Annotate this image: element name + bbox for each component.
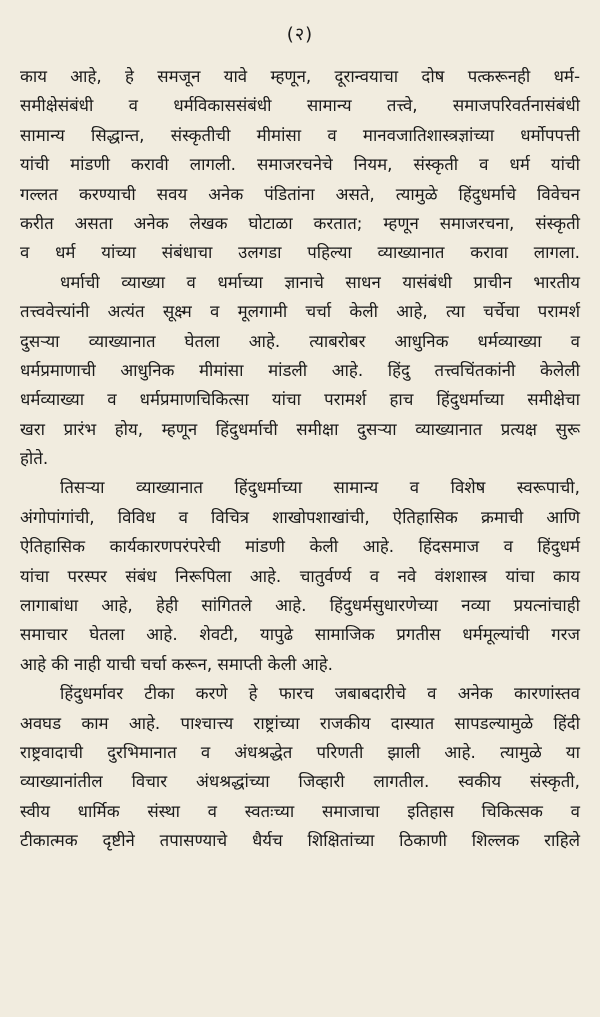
text-line: ऐतिहासिक कार्यकारणपरंपरेची मांडणी केली आहे. हिंदसमाज व हिंदुधर्म — [20, 536, 580, 557]
text-line: अंगोपांगांची, विविध व विचित्र शाखोपशाखांची, ऐतिहासिक क्रमाची आणि — [20, 506, 580, 527]
text-line: यांची मांडणी करावी लागली. समाजरचनेचे नियम, संस्कृती व धर्म यांची — [20, 154, 580, 175]
text-line: तिसऱ्या व्याख्यानात हिंदुधर्माच्या सामान्य व विशेष स्वरूपाची, — [60, 477, 580, 498]
paragraph — [20, 679, 580, 855]
text-line: तत्त्ववेत्त्यांनी अत्यंत सूक्ष्म व मूलगामी चर्चा केली आहे, त्या चर्चेचा परामर्श — [20, 301, 580, 322]
text-line: लागाबांधा आहे, हेही सांगितले आहे. हिंदुधर्मसुधारणेच्या नव्या प्रयत्नांचाही — [20, 595, 580, 616]
text-line: स्वीय धार्मिक संस्था व स्वतःच्या समाजाचा इतिहास चिकित्सक व — [20, 800, 580, 821]
text-line: टीकात्मक दृष्टीने तपासण्याचे धैर्यच शिक्षितांच्या ठिकाणी शिल्लक राहिले — [20, 830, 580, 851]
text-line: हिंदुधर्मावर टीका करणे हे फारच जबाबदारीचे व अनेक कारणांस्तव — [60, 683, 580, 704]
body-text — [20, 62, 580, 856]
text-line: धर्मव्याख्या व धर्मप्रमाणचिकित्सा यांचा परामर्श हाच हिंदुधर्माच्या समीक्षेचा — [20, 389, 580, 410]
text-line: अवघड काम आहे. पाश्चात्त्य राष्ट्रांच्या राजकीय दास्यात सापडल्यामुळे हिंदी — [20, 712, 580, 733]
text-line: यांचा परस्पर संबंध निरूपिला आहे. चातुर्वर्ण्य व नवे वंशशास्त्र यांचा काय — [20, 565, 580, 586]
text-line: व्याख्यानांतील विचार अंधश्रद्धांच्या जिव्हारी लागतील. स्वकीय संस्कृती, — [20, 771, 580, 792]
text-line: काय आहे, हे समजून यावे म्हणून, दूरान्वयाचा दोष पत्करूनही धर्म- — [20, 66, 580, 86]
text-line: धर्मप्रमाणाची आधुनिक मीमांसा मांडली आहे. हिंदु तत्त्वचिंतकांनी केलेली — [20, 359, 580, 380]
text-line: खरा प्रारंभ होय, म्हणून हिंदुधर्माची समीक्षा दुसऱ्या व्याख्यानात प्रत्यक्ष सुरू — [20, 418, 580, 439]
paragraph — [20, 62, 580, 268]
paragraph — [20, 473, 580, 679]
text-line: सामान्य सिद्धान्त, संस्कृतीची मीमांसा व मानवजातिशास्त्रज्ञांच्या धर्मोपपत्ती — [20, 124, 580, 145]
text-line: गल्लत करण्याची सवय अनेक पंडितांना असते, त्यामुळे हिंदुधर्माचे विवेचन — [20, 183, 580, 204]
text-line: आहे की नाही याची चर्चा करून, समाप्ती केली आहे. — [20, 653, 334, 674]
text-line: धर्माची व्याख्या व धर्माच्या ज्ञानाचे साधन यासंबंधी प्राचीन भारतीय — [60, 271, 580, 292]
text-line: समीक्षेसंबंधी व धर्मविकाससंबंधी सामान्य तत्त्वे, समाजपरिवर्तनासंबंधी — [20, 95, 580, 116]
text-line: दुसऱ्या व्याख्यानात घेतला आहे. त्याबरोबर आधुनिक धर्मव्याख्या व — [20, 330, 580, 351]
text-line: व धर्म यांच्या संबंधाचा उलगडा पहिल्या व्याख्यानात करावा लागला. — [20, 242, 580, 263]
page-number: (२) — [286, 24, 314, 45]
paragraph — [20, 268, 580, 474]
text-line: करीत असता अनेक लेखक घोटाळा करतात; म्हणून समाजरचना, संस्कृती — [20, 212, 580, 233]
text-line: समाचार घेतला आहे. शेवटी, यापुढे सामाजिक प्रगतीस धर्ममूल्यांची गरज — [20, 624, 580, 645]
text-line: राष्ट्रवादाची दुरभिमानात व अंधश्रद्धेत परिणती झाली आहे. त्यामुळे या — [20, 741, 580, 762]
text-line: होते. — [20, 448, 49, 469]
